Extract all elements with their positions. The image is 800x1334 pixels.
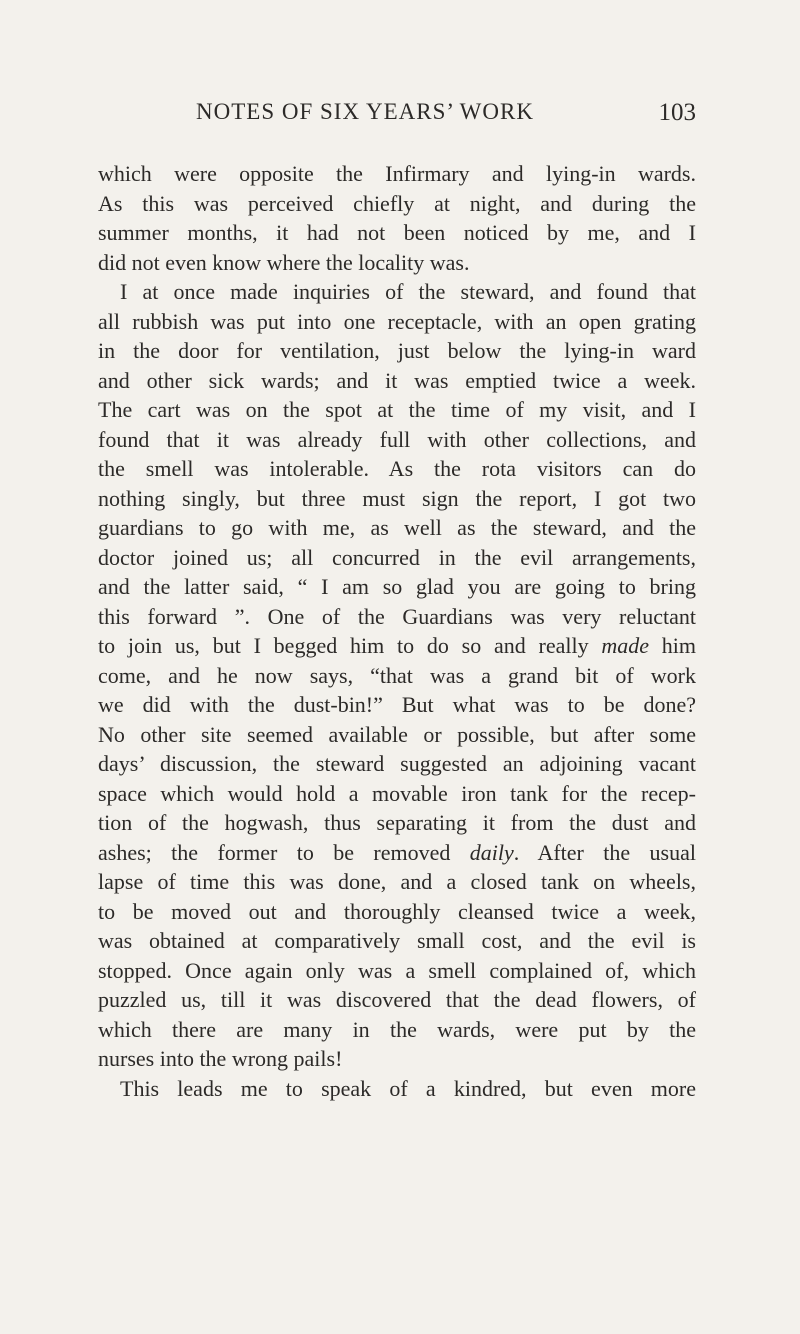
text-line: and the latter said, “ I am so glad you are going to bring [98,574,696,599]
text-line: lapse of time this was done, and a closed tank on wheels, [98,869,696,894]
italic-emphasis: made [601,633,649,658]
text-segment: to join us, but I begged him to do so and really [98,633,602,658]
text-line: nurses into the wrong pails! [98,1046,343,1071]
text-line [98,631,696,661]
running-head [98,99,696,135]
italic-emphasis: daily [469,839,514,865]
text-line: which were opposite the Infirmary and lying-in wards. [98,161,696,186]
text-segment: ashes; the former to be removed [98,839,470,865]
text-line: and other sick wards; and it was emptied twice a week. [98,367,696,393]
text-line [98,838,696,868]
text-line: nothing singly, but three must sign the report, I got two [98,485,696,511]
text-line: guardians to go with me, as well as the steward, and the [98,515,696,540]
text-line: the smell was intolerable. As the rota visitors can do [98,456,696,481]
text-line: stopped. Once again only was a smell complained of, which [98,957,696,983]
text-line: The cart was on the spot at the time of my visit, and I [98,397,696,422]
text-line: which there are many in the wards, were put by the [98,1016,696,1042]
running-title: NOTES OF SIX YEARS’ WORK [196,99,534,124]
text-line: in the door for ventilation, just below the lying-in ward [98,338,696,363]
text-line: found that it was already full with other collections, and [98,426,696,452]
text-line: tion of the hogwash, thus separating it from the dust and [98,810,696,835]
paragraph-start-line: This leads me to speak of a kindred, but even more [120,1075,696,1101]
text-line: this forward ”. One of the Guardians was very reluctant [98,603,696,629]
text-line: No other site seemed available or possible, but after some [98,721,696,747]
text-line: all rubbish was put into one receptacle, with an open grating [98,308,696,334]
page-number: 103 [658,99,696,126]
text-line: doctor joined us; all concurred in the evil arrangements, [98,544,696,570]
text-line: space which would hold a movable iron tank for the recep- [98,780,696,806]
text-line: puzzled us, till it was discovered that the dead flowers, of [98,987,696,1012]
text-line: summer months, it had not been noticed by me, and I [98,220,696,245]
paragraph-start-line: I at once made inquiries of the steward, and found that [120,279,696,304]
text-line: come, and he now says, “that was a grand bit of work [98,662,696,688]
text-line: we did with the dust-bin!” But what was to be done? [98,692,696,717]
text-segment: him [649,633,696,658]
text-line: As this was perceived chiefly at night, and during the [98,190,696,216]
body-text [98,159,696,1103]
text-segment: . After the usual [513,839,696,865]
text-line: did not even know where the locality was. [98,249,470,275]
text-line: was obtained at comparatively small cost, and the evil is [98,928,696,953]
text-line: to be moved out and thoroughly cleansed twice a week, [98,898,696,924]
text-line: days’ discussion, the steward suggested an adjoining vacant [98,751,696,776]
